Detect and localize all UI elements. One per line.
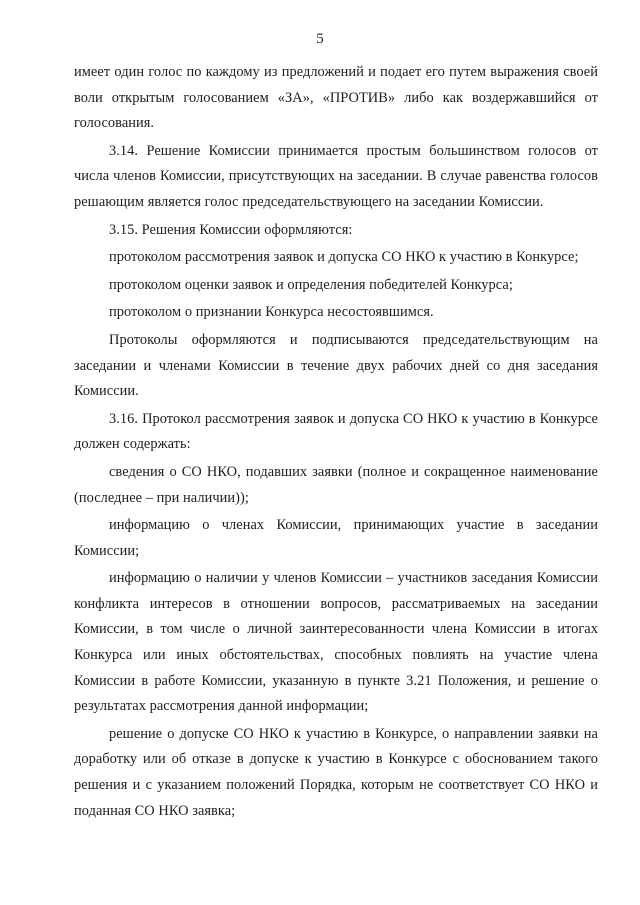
paragraph-protocols-signing: Протоколы оформляются и подписываются председательствующим на заседании и членами Комиссии в течение двух рабочих дней со дня заседания Комиссии. bbox=[74, 331, 598, 400]
list-item-admission-decision: решение о допуске СО НКО к участию в Конкурсе, о направлении заявки на доработку или об отказе в допуске к участию в Конкурсе с обоснованием такого решения и с указанием положений Порядка, которым не соответствует СО НКО и поданная СО НКО заявка; bbox=[74, 725, 598, 819]
list-item-members-info: информацию о членах Комиссии, принимающих участие в заседании Комиссии; bbox=[74, 517, 598, 559]
paragraph-3-16: 3.16. Протокол рассмотрения заявок и допуска СО НКО к участию в Конкурсе должен содержать: bbox=[74, 410, 598, 453]
list-item-protocol-failed: протоколом о признании Конкурса несостоявшимся. bbox=[109, 304, 434, 321]
list-item-nko-info: сведения о СО НКО, подавших заявки (полное и сокращенное наименование (последнее – при наличии)); bbox=[74, 463, 598, 506]
paragraph-3-14: 3.14. Решение Комиссии принимается простым большинством голосов от числа членов Комиссии, присутствующих на заседании. В случае равенства голосов решающим является голос председательствующего на заседании Комиссии. bbox=[74, 142, 598, 210]
paragraph-3-15: 3.15. Решения Комиссии оформляются: bbox=[109, 221, 353, 238]
list-item-protocol-review: протоколом рассмотрения заявок и допуска СО НКО к участию в Конкурсе; bbox=[109, 249, 579, 266]
document-body bbox=[74, 60, 598, 824]
paragraph-voting-continuation: имеет один голос по каждому из предложений и подает его путем выражения своей воли открытым голосованием «ЗА», «ПРОТИВ» либо как воздержавшийся от голосования. bbox=[74, 64, 598, 132]
page-number: 5 bbox=[316, 31, 324, 47]
list-item-conflict-of-interest: информацию о наличии у членов Комиссии – участников заседания Комиссии конфликта интересов в отношении вопросов, рассматриваемых на заседании Комиссии, в том числе о личной заинтересованности члена Комиссии в итогах Конкурса или иных обстоятельствах, способных повлиять на участие члена Комиссии в работе Комиссии, указанную в пункте 3.21 Положения, и решение о результатах рассмотрения данной информации; bbox=[74, 570, 598, 715]
list-item-protocol-evaluation: протоколом оценки заявок и определения победителей Конкурса; bbox=[109, 276, 513, 293]
